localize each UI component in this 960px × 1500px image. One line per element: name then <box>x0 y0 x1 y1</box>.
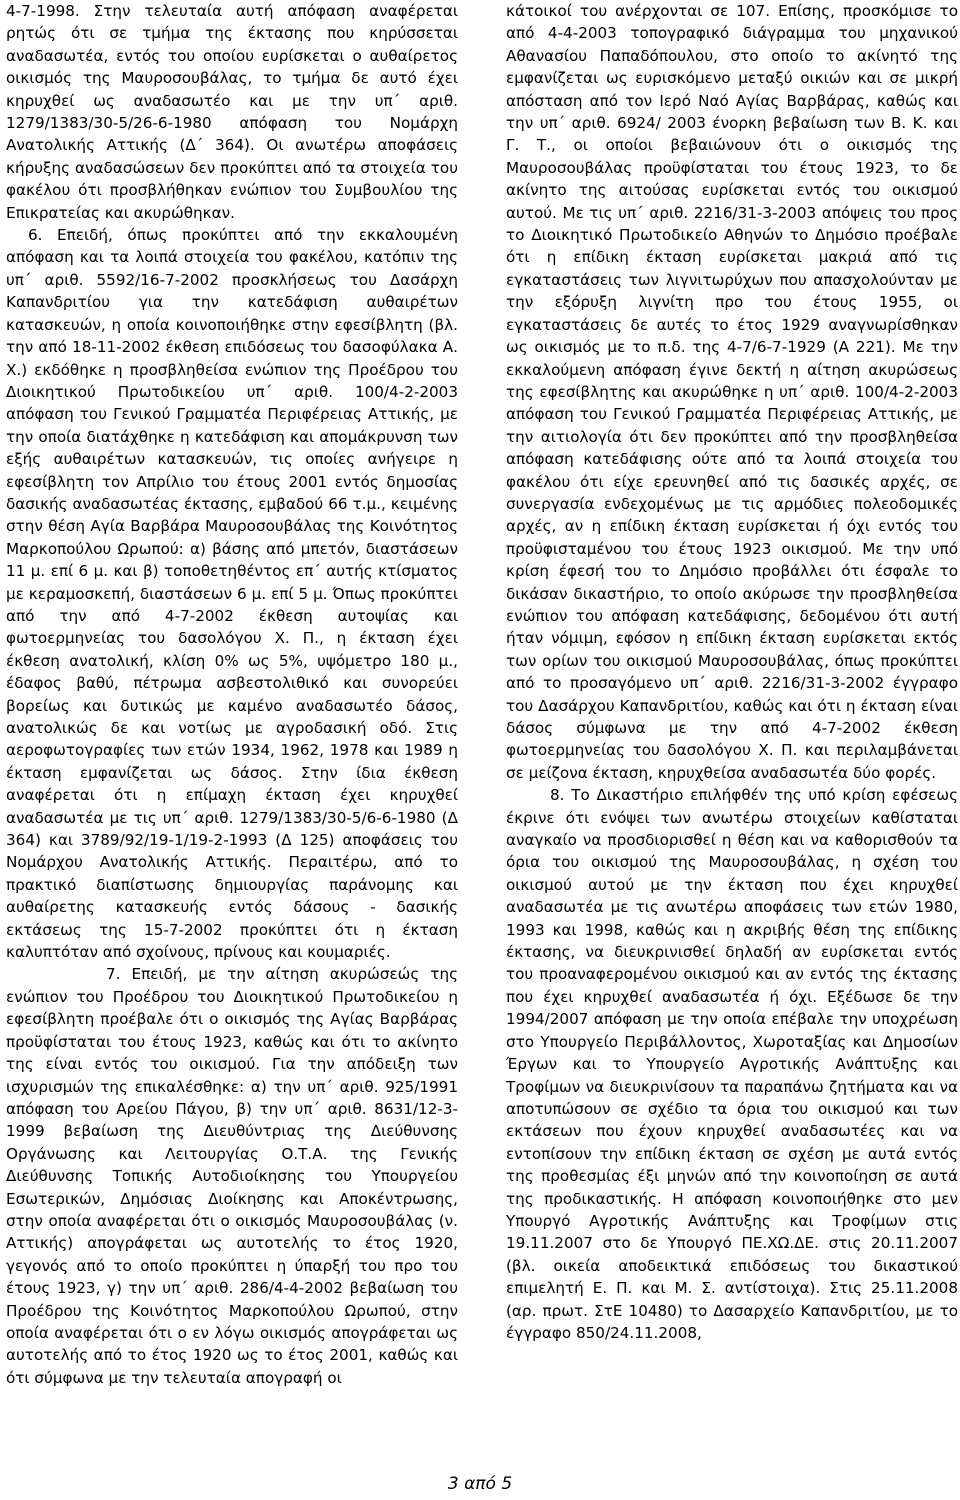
paragraph: 7. Επειδή, με την αίτηση ακυρώσεώς της ενώπιον του Προέδρου του Διοικητικού Πρωτοδικείου η εφεσίβλητη προέβαλε ότι ο οικισμός της Αγίας Βαρβάρας προϋφίσταται του έτους 1923, καθώς και ότι το ακίνητο της είναι εντός του οικισμού. Για την απόδειξη των ισχυρισμών της επικαλέσθηκε: α) την υπ΄ αριθ. 925/1991 απόφαση του Αρείου Πάγου, β) την υπ΄ αριθ. 8631/12-3-1999 βεβαίωση της Διευθύντριας της Διεύθυνσης Οργάνωσης και Λειτουργίας Ο.Τ.Α. της Γενικής Διεύθυνσης Τοπικής Αυτοδιοίκησης του Υπουργείου Εσωτερικών, Δημόσιας Διοίκησης και Αποκέντρωσης, στην οποία αναφέρεται ότι ο οικισμός Μαυροσουβάλας (ν. Αττικής) απογράφεται ως αυτοτελής το έτος 1920, γεγονός από το οποίο προκύπτει η ύπαρξή του προ του έτους 1923, γ) την υπ΄ αριθ. 286/4-4-2002 βεβαίωση του Προέδρου της Κοινότητος Μαρκοπούλου Ωρωπού, στην οποία αναφέρεται ότι ο εν λόγω οικισμός απογράφεται ως αυτοτελής από το έτος 1920 ως το έτος 2001, καθώς και ότι σύμφωνα με την τελευταία απογραφή οι <box>6 965 458 1387</box>
paragraph: 8. Το Δικαστήριο επιλήφθέν της υπό κρίση εφέσεως έκρινε ότι ενόψει των ανωτέρω στοιχείων καθίσταται αναγκαίο να προσδιορισθεί η θέση και να καθορισθούν τα όρια του οικισμού της Μαυροσουβάλας, η σχέση του οικισμού αυτού με την έκταση που έχει κηρυχθεί αναδασωτέα με τις ανωτέρω αποφάσεις των ετών 1980, 1993 και 1998, καθώς και η ακριβής θέση της επίδικης έκτασης, να διευκρινισθεί δηλαδή αν ευρίσκεται εντός του προαναφερομένου οικισμού και αν εντός της έκτασης που έχει κηρυχθεί αναδασωτέα ή όχι. Εξέδωσε δε την 1994/2007 απόφαση με την οποία επέβαλε την υποχρέωση στο Υπουργείο Περιβάλλοντος, Χωροταξίας και Δημοσίων Έργων και το Υπουργείο Αγροτικής Ανάπτυξης και Τροφίμων να διευκρινίσουν τα παραπάνω ζητήματα και να αποτυπώσουν σε σχέδιο τα όρια του οικισμού και των εκτάσεων που έχουν κηρυχθεί αναδασωτέες και να εντοπίσουν την επίδικη έκταση σε σχέση με αυτά εντός της προθεσμίας έξι μηνών από την κοινοποίηση σε αυτά της προδικαστικής. Η απόφαση κοινοποιήθηκε στο μεν Υπουργό Αγροτικής Ανάπτυξης και Τροφίμων στις 19.11.2007 στο δε Υπουργό ΠΕ.ΧΩ.ΔΕ. στις 20.11.2007 (βλ. οικεία αποδεικτικά επιδόσεως του δικαστικού επιμελητή Ε. Π. και Μ. Σ. αντίστοιχα). Στις 25.11.2008 (αρ. πρωτ. ΣτΕ 10480) το Δασαρχείο Καπανδριτίου, με το έγγραφο 850/24.11.2008, <box>506 786 958 1342</box>
left-column <box>6 0 458 1389</box>
page-number: 3 από 5 <box>447 1474 513 1494</box>
paragraph: 6. Επειδή, όπως προκύπτει από την εκκαλουμένη απόφαση και τα λοιπά στοιχεία του φακέλου, κατόπιν της υπ΄ αριθ. 5592/16-7-2002 προσκλήσεως του Δασάρχη Καπανδριτίου για την κατεδάφιση αυθαιρέτων κατασκευών, η οποία κοινοποιήθηκε στην εφεσίβλητη (βλ. την από 18-11-2002 έκθεση επιδόσεως του δασοφύλακα Α. Χ.) εκδόθηκε η προσβληθείσα ενώπιον της Προέδρου του Διοικητικού Πρωτοδικείου υπ΄ αριθ. 100/4-2-2003 απόφαση του Γενικού Γραμματέα Περιφέρειας Αττικής, με την οποία διατάχθηκε η κατεδάφιση και απομάκρυνση των εξής αυθαιρέτων κατασκευών, τις οποίες ανήγειρε η εφεσίβλητη τον Απρίλιο του έτους 2001 εντός δημοσίας δασικής αναδασωτέας έκτασης, εμβαδού 66 τ.μ., κειμένης στην θέση Αγία Βαρβάρα Μαυροσουβάλας της Κοινότητος Μαρκοπούλου Ωρωπού: α) βάσης από μπετόν, διαστάσεων 11 μ. επί 6 μ. και β) τοποθετηθέντος επ΄ αυτής κτίσματος με κεραμοσκεπή, διαστάσεων 6 μ. επί 5 μ. Όπως προκύπτει από την από 4-7-2002 έκθεση αυτοψίας και φωτοερμηνείας του δασολόγου Χ. Π., η έκταση έχει έκθεση ανατολική, κλίση 0% ως 5%, υψόμετρο 180 μ., έδαφος βαθύ, πέτρωμα ασβεστολιθικό και συνορεύει βορείως και δυτικώς με καμένο αναδασωτέο δάσος, ανατολικώς δε και νοτίως με αγροδασική οδό. Στις αεροφωτογραφίες των ετών 1934, 1962, 1978 και 1989 η έκταση εμφανίζεται ως δάσος. Στην ίδια έκθεση αναφέρεται ότι η επίμαχη έκταση έχει κηρυχθεί αναδασωτέα με τις υπ΄ αριθ. 1279/1383/30-5/6-6-1980 (Δ 364) και 3789/92/19-1/19-2-1993 (Δ 125) αποφάσεις του Νομάρχου Ανατολικής Αττικής. Περαιτέρω, από το πρακτικό διαπίστωσης δημιουργίας παράνομης και αυθαίρετης κατασκευής εντός δάσους - δασικής εκτάσεως της 15-7-2002 προκύπτει ότι η έκταση καλυπτόταν από σχοίνους, πρίνους και κουμαριές. <box>6 226 458 962</box>
paragraph: 4-7-1998. Στην τελευταία αυτή απόφαση αναφέρεται ρητώς ότι σε τμήμα της έκτασης που κηρύσσεται αναδασωτέα, εντός του οποίου ευρίσκεται ο αυθαίρετος οικισμός της Μαυροσουβάλας, το τμήμα δε αυτό έχει κηρυχθεί ως αναδασωτέο και με την υπ΄ αριθ. 1279/1383/30-5/26-6-1980 απόφαση του Νομάρχη Ανατολικής Αττικής (Δ΄ 364). Οι ανωτέρω αποφάσεις κήρυξης αναδασώσεων δεν προκύπτει από τα στοιχεία του φακέλου ότι προσβλήθηκαν ενώπιον του Συμβουλίου της Επικρατείας και ακυρώθηκαν. <box>6 2 458 222</box>
paragraph: κάτοικοί του ανέρχονται σε 107. Επίσης, προσκόμισε το από 4-4-2003 τοπογραφικό διάγραμμα του μηχανικού Αθανασίου Παπαδόπουλου, στο οποίο το ακίνητό της εμφανίζεται ως ευρισκόμενο μεταξύ οικιών και σε μικρή απόσταση από τον Ιερό Ναό Αγίας Βαρβάρας, καθώς και την υπ΄ αριθ. 6924/ 2003 ένορκη βεβαίωση των Β. Κ. και Γ. Τ., οι οποίοι βεβαιώνουν ότι ο οικισμός της Μαυροσουβάλας προϋφίσταται του έτους 1923, το δε ακίνητο της αιτούσας ευρίσκεται εντός του οικισμού αυτού. Με τις υπ΄ αριθ. 2216/31-3-2003 απόψεις του προς το Διοικητικό Πρωτοδικείο Αθηνών το Δημόσιο προέβαλε ότι η επίδικη έκταση ευρίσκεται μακριά από τις εγκαταστάσεις των λιγνιτωρύχων που απασχολούνταν με την εξόρυξη λιγνίτη προ του έτους 1955, οι εγκαταστάσεις δε αυτές το έτος 1929 αναγνωρίσθηκαν ως οικισμός με το π.δ. της 4-7/6-7-1929 (Α 221). Με την εκκαλούμενη απόφαση έγινε δεκτή η αίτηση ακυρώσεως της εφεσίβλητης και ακυρώθηκε η υπ΄ αριθ. 100/4-2-2003 απόφαση του Γενικού Γραμματέα Περιφέρειας Αττικής, με την αιτιολογία ότι δεν προκύπτει από την προσβληθείσα απόφαση κατεδάφισης ούτε από τα λοιπά στοιχεία του φακέλου ότι είχε ερευνηθεί από τις δασικές αρχές, σε συνεργασία ενδεχομένως με τις αρμόδιες πολεοδομικές αρχές, αν η επίδικη έκταση ευρίσκεται ή όχι εντός του προϋφισταμένου του έτους 1923 οικισμού. Με την υπό κρίση έφεσή του το Δημόσιο προβάλλει ότι έσφαλε το δικάσαν δικαστήριο, το οποίο ακύρωσε την προσβληθείσα ενώπιον του απόφαση κατεδάφισης, δεδομένου ότι αυτή ήταν νόμιμη, εφόσον η επίδικη έκταση ευρίσκεται εκτός των ορίων του οικισμού Μαυροσουβάλας, όπως προκύπτει από το προσαγόμενο υπ΄ αριθ. 2216/31-3-2002 έγγραφο του Δασάρχου Καπανδριτίου, καθώς και ότι η έκταση είναι δάσος σύμφωνα με την από 4-7-2002 έκθεση φωτοερμηνείας του δασολόγου Χ. Π. και περιλαμβάνεται σε μείζονα έκταση, κηρυχθείσα αναδασωτέα δύο φορές. <box>506 2 958 782</box>
right-column <box>506 0 958 1344</box>
